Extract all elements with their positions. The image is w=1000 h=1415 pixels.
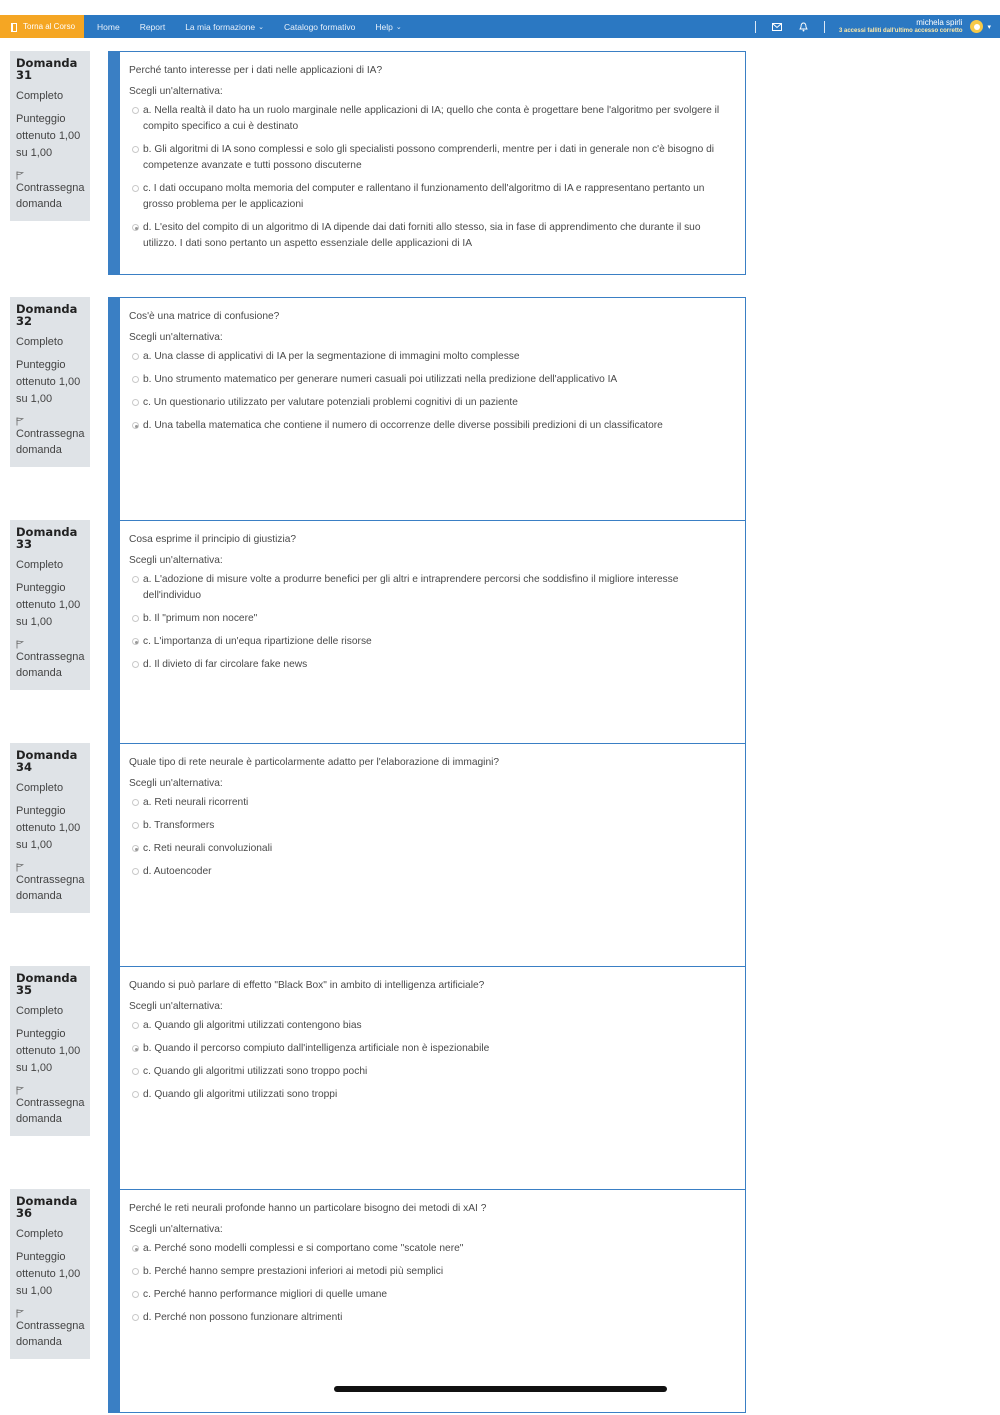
failed-logins-notice: 3 accessi falliti dall'ultimo accesso corretto <box>839 27 963 34</box>
answer-list <box>129 349 735 434</box>
answer-label: c. Un questionario utilizzato per valutare potenziali problemi cognitivi di un paziente <box>143 397 518 408</box>
question-text: Cos'è una matrice di confusione? <box>129 311 280 322</box>
radio-button[interactable] <box>132 422 139 429</box>
answer-option[interactable] <box>129 220 735 252</box>
flag-question-link[interactable]: Contrassegna domanda <box>16 1320 85 1348</box>
flag-icon[interactable] <box>16 1086 24 1095</box>
radio-button[interactable] <box>132 376 139 383</box>
question-block <box>10 1189 750 1414</box>
answer-prompt: Scegli un'alternativa: <box>129 1224 223 1235</box>
bell-icon[interactable] <box>797 21 809 33</box>
answer-list <box>129 1241 735 1326</box>
question-info <box>10 51 90 221</box>
answer-option[interactable] <box>129 795 735 811</box>
radio-button[interactable] <box>132 661 139 668</box>
answer-label: b. Perché hanno sempre prestazioni inferiori ai metodi più semplici <box>143 1266 444 1277</box>
radio-button[interactable] <box>132 1091 139 1098</box>
question-state: Completo <box>16 1005 64 1017</box>
radio-button[interactable] <box>132 615 139 622</box>
caret-down-icon[interactable]: ▾ <box>987 23 991 31</box>
answer-label: d. Il divieto di far circolare fake news <box>143 659 308 670</box>
answer-label: c. Perché hanno performance migliori di quelle umane <box>143 1289 388 1300</box>
radio-button[interactable] <box>132 1068 139 1075</box>
question-state: Completo <box>16 782 64 794</box>
radio-button[interactable] <box>132 399 139 406</box>
navbar-user-area <box>747 15 1000 38</box>
question-state: Completo <box>16 1228 64 1240</box>
answer-option[interactable] <box>129 841 735 857</box>
back-to-course-button[interactable] <box>0 15 84 38</box>
answer-option[interactable] <box>129 1264 735 1280</box>
nav-home[interactable]: Home <box>97 21 120 32</box>
radio-button[interactable] <box>132 146 139 153</box>
question-content <box>108 51 746 275</box>
answer-option[interactable] <box>129 142 735 174</box>
radio-button[interactable] <box>132 1022 139 1029</box>
answer-label: c. I dati occupano molta memoria del computer e rallentano il funzionamento dell'algoritmo di IA e rappresentano pertanto un grosso problema per le applicazioni <box>143 183 705 210</box>
question-text: Perché tanto interesse per i dati nelle applicazioni di IA? <box>129 65 383 76</box>
answer-option[interactable] <box>129 657 735 673</box>
user-menu[interactable] <box>839 19 962 35</box>
question-grade: Punteggio ottenuto 1,00 su 1,00 <box>16 1251 81 1297</box>
answer-option[interactable] <box>129 818 735 834</box>
answer-prompt: Scegli un'alternativa: <box>129 1001 223 1012</box>
answer-label: a. L'adozione di misure volte a produrre benefici per gli altri e intraprendere percorsi che soddisfino il migliore interesse dell'individuo <box>143 574 679 601</box>
answer-label: a. Quando gli algoritmi utilizzati contengono bias <box>143 1020 362 1031</box>
answer-label: d. Quando gli algoritmi utilizzati sono troppi <box>143 1089 338 1100</box>
radio-button[interactable] <box>132 845 139 852</box>
nav-my-training[interactable]: La mia formazione ⌄ <box>185 21 264 32</box>
question-info <box>10 297 90 467</box>
question-block <box>10 966 750 1191</box>
answer-option[interactable] <box>129 1241 735 1257</box>
answer-option[interactable] <box>129 1287 735 1303</box>
answer-label: a. Una classe di applicativi di IA per la segmentazione di immagini molto complesse <box>143 351 520 362</box>
flag-icon[interactable] <box>16 1309 24 1318</box>
question-state: Completo <box>16 559 64 571</box>
answer-label: b. Uno strumento matematico per generare numeri casuali poi utilizzati nella predizione dell'applicativo IA <box>143 374 618 385</box>
answer-option[interactable] <box>129 1310 735 1326</box>
question-content <box>108 297 746 521</box>
divider <box>824 21 825 33</box>
question-number: Domanda 35 <box>16 971 78 997</box>
flag-icon[interactable] <box>16 640 24 649</box>
radio-button[interactable] <box>132 1291 139 1298</box>
answer-list <box>129 103 735 252</box>
answer-option[interactable] <box>129 1087 735 1103</box>
question-info <box>10 520 90 690</box>
question-grade: Punteggio ottenuto 1,00 su 1,00 <box>16 805 81 851</box>
nav-help[interactable]: Help ⌄ <box>375 21 402 32</box>
question-block <box>10 520 750 745</box>
answer-prompt: Scegli un'alternativa: <box>129 555 223 566</box>
question-text: Quando si può parlare di effetto "Black Box" in ambito di intelligenza artificiale? <box>129 980 485 991</box>
flag-icon[interactable] <box>16 171 24 180</box>
question-number: Domanda 33 <box>16 525 78 551</box>
question-state: Completo <box>16 90 64 102</box>
answer-option[interactable] <box>129 418 735 434</box>
radio-button[interactable] <box>132 576 139 583</box>
radio-button[interactable] <box>132 224 139 231</box>
question-info <box>10 966 90 1136</box>
question-text: Quale tipo di rete neurale è particolarmente adatto per l'elaborazione di immagini? <box>129 757 500 768</box>
radio-button[interactable] <box>132 1268 139 1275</box>
answer-label: a. Perché sono modelli complessi e si comportano come "scatole nere" <box>143 1243 464 1254</box>
flag-icon[interactable] <box>16 417 24 426</box>
user-name: michela spirli <box>916 17 963 27</box>
question-block <box>10 51 750 276</box>
answer-option[interactable] <box>129 611 735 627</box>
answer-option[interactable] <box>129 349 735 365</box>
chevron-down-icon: ⌄ <box>258 23 264 31</box>
question-block <box>10 743 750 968</box>
answer-label: a. Reti neurali ricorrenti <box>143 797 249 808</box>
answer-prompt: Scegli un'alternativa: <box>129 86 223 97</box>
answer-option[interactable] <box>129 103 735 135</box>
answer-label: c. L'importanza di un'equa ripartizione delle risorse <box>143 636 372 647</box>
nav-report[interactable]: Report <box>139 21 166 32</box>
door-icon <box>10 22 19 32</box>
answer-prompt: Scegli un'alternativa: <box>129 332 223 343</box>
answer-label: a. Nella realtà il dato ha un ruolo marginale nelle applicazioni di IA; quello che conta è progettare bene l'algoritmo per svolgere il compito specifico a cui è destinato <box>143 105 720 132</box>
avatar[interactable] <box>970 20 983 33</box>
question-grade: Punteggio ottenuto 1,00 su 1,00 <box>16 1028 81 1074</box>
radio-button[interactable] <box>132 185 139 192</box>
divider <box>755 21 756 33</box>
question-content <box>108 743 746 967</box>
question-block <box>10 297 750 522</box>
radio-button[interactable] <box>132 1045 139 1052</box>
message-icon[interactable] <box>771 21 783 33</box>
question-number: Domanda 36 <box>16 1194 78 1220</box>
question-number: Domanda 34 <box>16 748 78 774</box>
question-number: Domanda 32 <box>16 302 78 328</box>
question-content <box>108 966 746 1190</box>
question-content <box>108 1189 746 1413</box>
answer-option[interactable] <box>129 181 735 213</box>
nav-catalog[interactable]: Catalogo formativo <box>284 21 356 32</box>
answer-label: c. Reti neurali convoluzionali <box>143 843 273 854</box>
flag-question-link[interactable]: Contrassegna domanda <box>16 651 85 679</box>
answer-prompt: Scegli un'alternativa: <box>129 778 223 789</box>
flag-question-link[interactable]: Contrassegna domanda <box>16 182 85 210</box>
top-navbar <box>0 15 1000 38</box>
answer-option[interactable] <box>129 1064 735 1080</box>
question-grade: Punteggio ottenuto 1,00 su 1,00 <box>16 359 81 405</box>
question-text: Perché le reti neurali profonde hanno un particolare bisogno dei metodi di xAI ? <box>129 1203 487 1214</box>
chevron-down-icon: ⌄ <box>395 23 402 31</box>
question-info <box>10 743 90 913</box>
answer-label: d. L'esito del compito di un algoritmo di IA dipende dai dati forniti allo stesso, sia in fase di apprendimento che durante il suo utilizzo. I dati sono pertanto un aspetto essenziale delle applicazioni di IA <box>143 222 701 249</box>
answer-option[interactable] <box>129 395 735 411</box>
answer-label: d. Autoencoder <box>143 866 212 877</box>
answer-list <box>129 572 735 673</box>
answer-label: b. Transformers <box>143 820 215 831</box>
answer-option[interactable] <box>129 634 735 650</box>
radio-button[interactable] <box>132 799 139 806</box>
radio-button[interactable] <box>132 868 139 875</box>
question-text: Cosa esprime il principio di giustizia? <box>129 534 297 545</box>
radio-button[interactable] <box>132 638 139 645</box>
flag-question-link[interactable]: Contrassegna domanda <box>16 1097 85 1125</box>
radio-button[interactable] <box>132 107 139 114</box>
answer-label: b. Gli algoritmi di IA sono complessi e solo gli specialisti possono comprenderli, mentre per i dati in generale non c'è bisogno di competenze avanzate e tutti possono discuterne <box>143 144 715 171</box>
question-state: Completo <box>16 336 64 348</box>
question-number: Domanda 31 <box>16 56 78 82</box>
question-info <box>10 1189 90 1359</box>
radio-button[interactable] <box>132 1245 139 1252</box>
back-to-course-label: Torna al Corso <box>23 22 76 31</box>
answer-list <box>129 1018 735 1103</box>
answer-option[interactable] <box>129 864 735 880</box>
home-indicator <box>334 1386 667 1392</box>
avatar-face-icon <box>974 24 980 30</box>
radio-button[interactable] <box>132 1314 139 1321</box>
answer-option[interactable] <box>129 1041 735 1057</box>
answer-label: b. Il "primum non nocere" <box>143 613 258 624</box>
radio-button[interactable] <box>132 353 139 360</box>
flag-icon[interactable] <box>16 863 24 872</box>
radio-button[interactable] <box>132 822 139 829</box>
answer-label: c. Quando gli algoritmi utilizzati sono troppo pochi <box>143 1066 368 1077</box>
answer-label: d. Una tabella matematica che contiene il numero di occorrenze delle diverse possibili predizioni di un classificatore <box>143 420 663 431</box>
answer-option[interactable] <box>129 1018 735 1034</box>
answer-option[interactable] <box>129 372 735 388</box>
flag-question-link[interactable]: Contrassegna domanda <box>16 874 85 902</box>
answer-option[interactable] <box>129 572 735 604</box>
question-grade: Punteggio ottenuto 1,00 su 1,00 <box>16 582 81 628</box>
answer-list <box>129 795 735 880</box>
answer-label: b. Quando il percorso compiuto dall'intelligenza artificiale non è ispezionabile <box>143 1043 490 1054</box>
question-grade: Punteggio ottenuto 1,00 su 1,00 <box>16 113 81 159</box>
question-content <box>108 520 746 744</box>
answer-label: d. Perché non possono funzionare altrimenti <box>143 1312 343 1323</box>
flag-question-link[interactable]: Contrassegna domanda <box>16 428 85 456</box>
